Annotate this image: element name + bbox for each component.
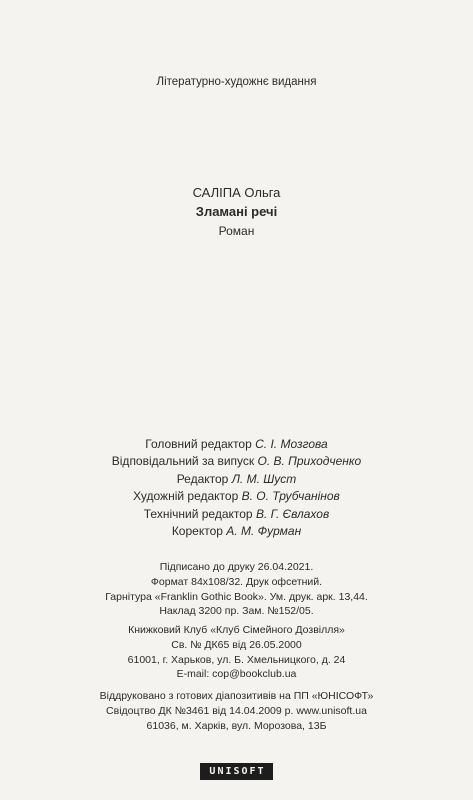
- publishing-line: Гарнітура «Franklin Gothic Book». Ум. друк. арк. 13,44.: [105, 590, 368, 603]
- book-subtitle: Роман: [218, 224, 255, 238]
- credit-role: Редактор: [176, 471, 229, 486]
- credit-name: В. О. Трубчанінов: [241, 489, 340, 504]
- book-author: САЛІПА Ольга: [192, 185, 281, 200]
- printer-info: [0, 689, 473, 733]
- book-title: Зламані речі: [195, 204, 278, 219]
- publisher-line: 61001, г. Харьков, ул. Б. Хмельницкого, д. 24: [127, 653, 346, 666]
- publishing-details: [0, 560, 473, 619]
- publisher-info: [0, 623, 473, 682]
- printer-line: Віддруковано з готових діапозитивів на ПП «ЮНІСОФТ»: [99, 690, 374, 702]
- publisher-line: Книжковий Клуб «Клуб Сімейного Дозвілля»: [128, 624, 345, 636]
- credit-role: Коректор: [171, 524, 223, 539]
- publishing-line: Формат 84x108/32. Друк офсетний.: [150, 575, 323, 588]
- editorial-credits: [0, 436, 473, 540]
- credit-name: А. М. Фурман: [226, 524, 302, 539]
- genre-label: Літературно-художнє видання: [156, 76, 317, 88]
- credit-name: С. І. Мозгова: [255, 437, 328, 451]
- printer-line: 61036, м. Харків, вул. Морозова, 13Б: [146, 719, 327, 732]
- credit-name: О. В. Приходченко: [257, 454, 362, 469]
- publisher-email: E-mail: cop@bookclub.ua: [176, 668, 297, 681]
- credit-row: [0, 488, 473, 505]
- credit-name: В. Г. Євлахов: [255, 506, 330, 521]
- credit-row: [0, 471, 473, 488]
- credit-role: Головний редактор: [145, 437, 252, 451]
- credit-role: Відповідальний за випуск: [111, 454, 255, 469]
- credit-name: Л. М. Шуст: [231, 471, 297, 486]
- credit-role: Художній редактор: [133, 489, 239, 504]
- publisher-line: Св. № ДК65 від 26.05.2000: [171, 638, 302, 651]
- credit-row: [0, 523, 473, 540]
- publishing-line: Підписано до друку 26.04.2021.: [159, 561, 314, 573]
- printer-line: Свідоцтво ДК №3461 від 14.04.2009 р. www.unisoft.ua: [106, 704, 367, 717]
- credit-row: [0, 453, 473, 470]
- credit-row: [0, 506, 473, 523]
- printer-logo-container: [0, 761, 473, 780]
- credit-role: Технічний редактор: [143, 506, 253, 521]
- unisoft-logo: UNISOFT: [200, 763, 272, 780]
- publishing-line: Наклад 3200 пр. Зам. №152/05.: [159, 605, 314, 618]
- credit-row: [0, 436, 473, 453]
